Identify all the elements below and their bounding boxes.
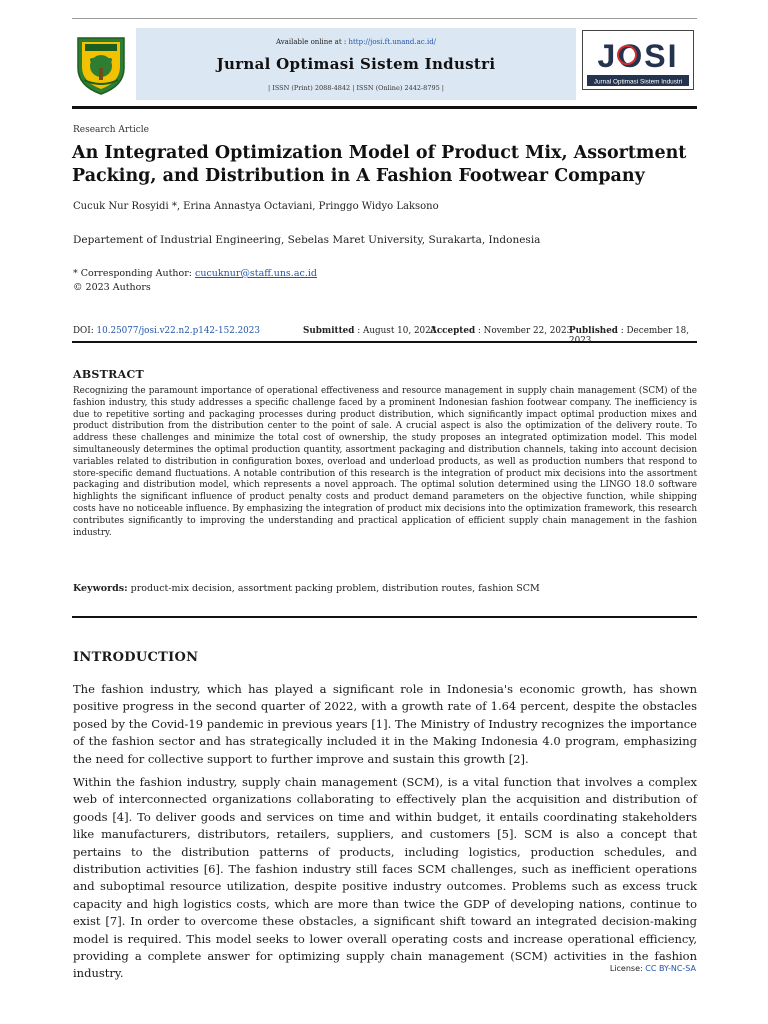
header-divider	[72, 106, 697, 109]
doi-link[interactable]: 10.25077/josi.v22.n2.p142-152.2023	[96, 326, 260, 336]
abstract-heading: ABSTRACT	[73, 368, 144, 381]
published-label: Published	[569, 326, 618, 336]
issn-line: | ISSN (Print) 2088-4842 | ISSN (Online) 2442-8795 |	[268, 84, 444, 92]
accepted-label: Accepted	[430, 326, 476, 336]
available-online-line	[136, 38, 576, 46]
dates-divider	[72, 341, 697, 343]
journal-header	[72, 26, 697, 102]
abstract-text: Recognizing the paramount importance of operational effectiveness and resource management in supply chain management (SCM) of the fashion industry, this study addresses a specific challenge faced by a prominent Indonesian fashion footwear company. The inefficiency is due to repetitive sorting and packaging processes during product distribution, which significantly impact optimal production mixes and product distribution from the distribution center to the point of sale. A crucial aspect is also the optimization of the delivery route. To address these challenges and minimize the total cost of ownership, the study proposes an integrated optimization model. This model simultaneously determines the optimal production quantity, assortment packaging and distribution channels, taking into account decision variables related to distribution in configuration boxes, overload and underload products, as well as production numbers that respond to store-specific demand fluctuations. A notable contribution of this research is the integration of product mix decisions into the assortment packaging and distribution model, which represents a novel approach. The optimal solution determined using the LINGO 18.0 software highlights the significant influence of product penalty costs and product demand parameters on the objective function, while shipping costs have no noticeable influence. By emphasizing the integration of product mix decisions into the optimization framework, this research contributes significantly to improving the understanding and practical application of efficient supply chain management in the fashion industry.	[73, 386, 697, 538]
abstract-divider	[72, 616, 697, 618]
copyright-line: © 2023 Authors	[73, 282, 151, 293]
submitted-value: : August 10, 2023	[354, 326, 437, 336]
keywords-line	[73, 583, 540, 594]
article-type: Research Article	[73, 125, 149, 135]
submitted-label: Submitted	[303, 326, 355, 336]
journal-title: Jurnal Optimasi Sistem Industri	[216, 55, 496, 73]
josi-logo-text: JOSI	[597, 38, 679, 74]
university-seal-logo	[72, 30, 130, 96]
accepted-date	[430, 326, 572, 336]
josi-logo	[582, 30, 694, 90]
accepted-value: : November 22, 2023	[475, 326, 573, 336]
keywords-label: Keywords:	[73, 583, 128, 594]
author-affiliation: Departement of Industrial Engineering, Sebelas Maret University, Surakarta, Indonesia	[73, 234, 541, 246]
journal-url-link[interactable]: http://josi.ft.unand.ac.id/	[348, 38, 437, 46]
journal-banner	[136, 28, 576, 100]
keywords-value: product-mix decision, assortment packing problem, distribution routes, fashion SCM	[127, 583, 540, 594]
corresponding-label: * Corresponding Author:	[73, 268, 195, 279]
license-line	[610, 964, 696, 973]
article-authors: Cucuk Nur Rosyidi *, Erina Annastya Octaviani, Pringgo Widyo Laksono	[73, 201, 439, 212]
doi-line	[73, 326, 260, 336]
corresponding-author-block	[73, 267, 317, 295]
top-divider	[72, 18, 697, 19]
license-label: License:	[609, 964, 646, 973]
article-dates	[73, 326, 697, 340]
published-value: : December 18,	[620, 326, 690, 336]
doi-label: DOI:	[73, 326, 97, 336]
article-title: An Integrated Optimization Model of Product Mix, Assortment Packing, and Distribution in A Fashion Footwear Company	[72, 143, 687, 186]
introduction-paragraph-1: The fashion industry, which has played a significant role in Indonesia's economic growth, has shown positive progress in the second quarter of 2022, with a growth rate of 1.64 percent, despite the obstacles posed by the Covid-19 pandemic in previous years [1]. The Ministry of Industry recognizes the importance of the fashion sector and has strategically included it in the Making Indonesia 4.0 program, emphasizing the need for collective support to further improve and sustain this growth [2].	[73, 682, 697, 766]
available-online-label: Available online at :	[275, 38, 349, 46]
license-link[interactable]: CC BY-NC-SA	[645, 964, 696, 973]
introduction-heading: INTRODUCTION	[73, 650, 199, 665]
corresponding-email-link[interactable]: cucuknur@staff.uns.ac.id	[195, 268, 317, 279]
submitted-date	[303, 326, 436, 336]
josi-logo-subtitle: Jurnal Optimasi Sistem Industri	[593, 78, 683, 86]
introduction-paragraph-2: Within the fashion industry, supply chain management (SCM), is a vital function that involves a complex web of interconnected organizations collaborating to effectively plan the acquisition and distribution of goods [4]. To deliver goods and services on time and within budget, it entails coordinating stakeholders like manufacturers, distributors, retailers, suppliers, and customers [5]. SCM is also a concept that pertains to the distribution patterns of products, including logistics, production schedules, and distribution activities [6]. The fashion industry still faces SCM challenges, such as inefficient operations and suboptimal resource utilization, despite positive industry outcomes. Problems such as excess truck capacity and high logistics costs, which are more than twice the GDP of developing nations, continue to exist [7]. In order to overcome these obstacles, a significant shift toward an integrated decision-making model is required. This model seeks to lower overall operating costs and increase operational efficiency, providing a complete answer for optimizing supply chain management (SCM) activities in the fashion industry.	[73, 775, 697, 981]
published-date	[569, 326, 697, 346]
